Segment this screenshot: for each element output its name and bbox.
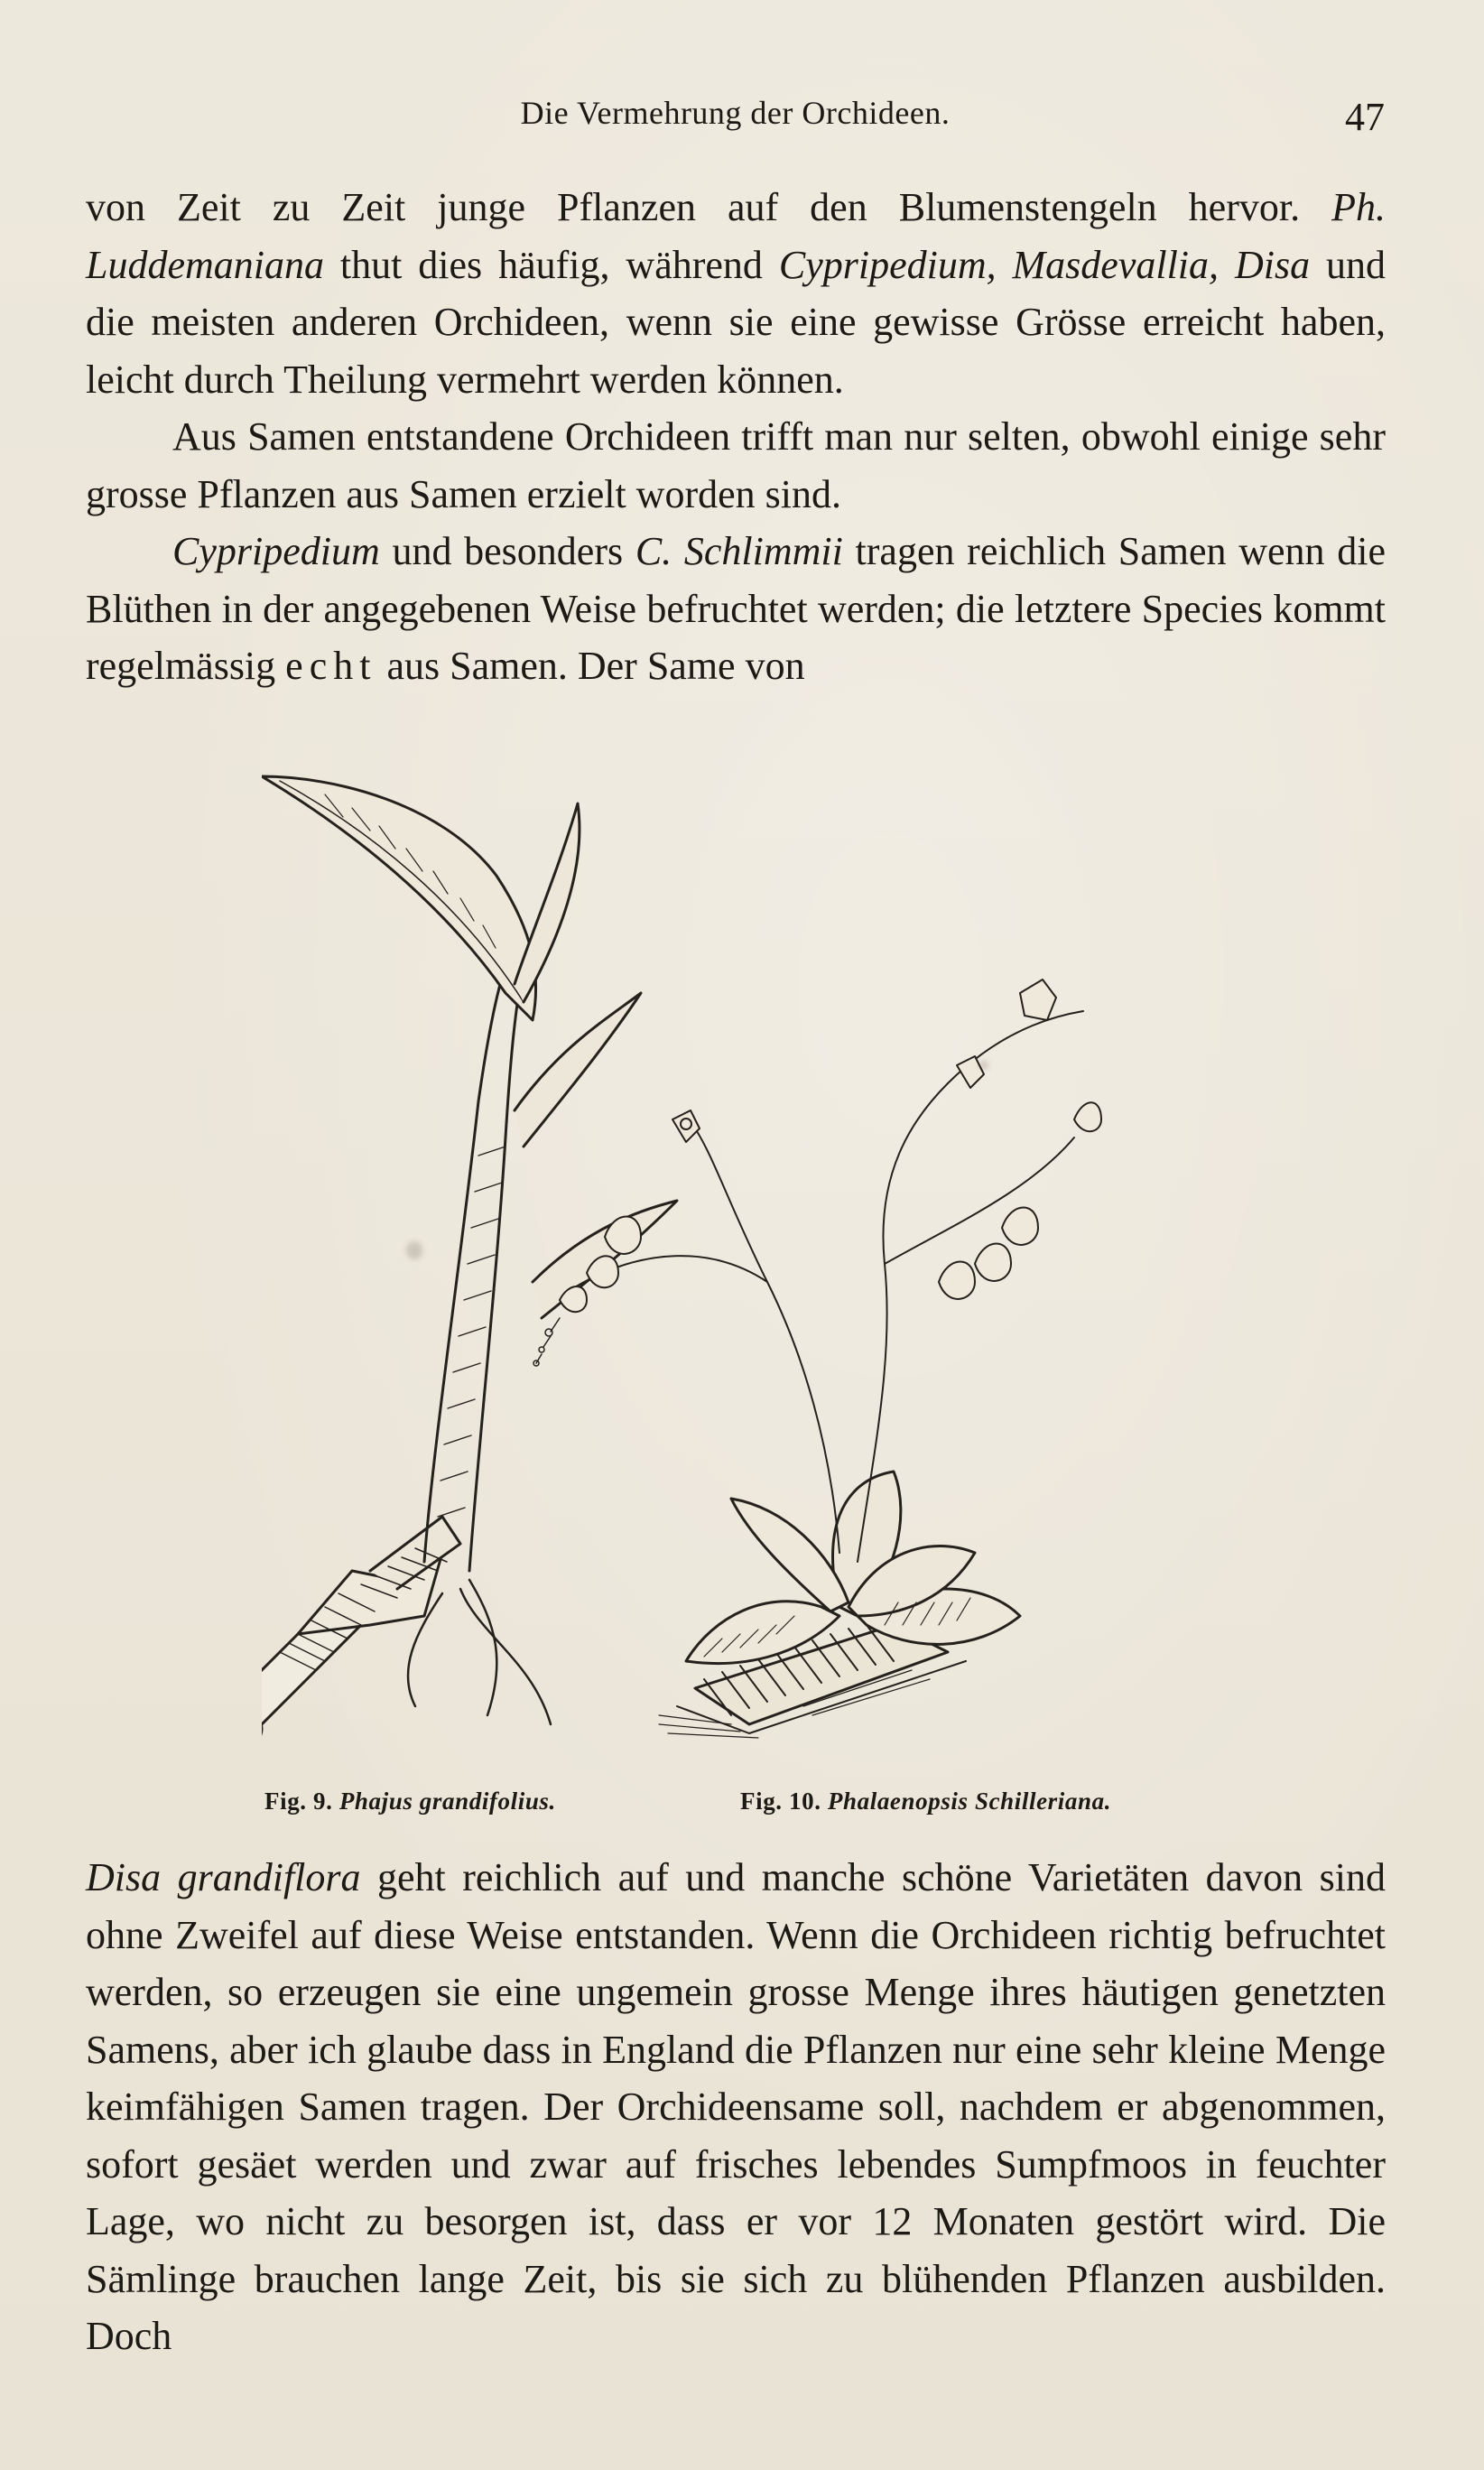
figure-number: Fig. 10.: [740, 1788, 821, 1815]
page-header: [86, 94, 1385, 148]
orchid-engraving: [262, 722, 1237, 1742]
text-run: aus Samen. Der Same von: [376, 644, 805, 688]
text-run: und die meisten anderen Orchideen, wenn sie eine gewisse Grösse erreicht haben, leicht durch Theilung vermehrt werden können.: [86, 242, 1387, 402]
figure-species: Phalaenopsis Schilleriana.: [827, 1788, 1112, 1815]
paragraph-2: [86, 408, 1386, 523]
text-run: geht reichlich auf und manche schöne Varietäten davon sind ohne Zweifel auf diese Weise entstanden. Wenn die Orchideen richtig befruchtet werden, so erzeugen sie eine ungemein grosse Menge ihres häutigen genetzten Samens, aber ich glaube dass in England die Pflanzen nur eine sehr kleine Menge keimfähigen Samen tragen. Der Orchideensame soll, nachdem er abgenommen, sofort gesäet werden und zwar auf frisches lebendes Sumpfmoos in feuchter Lage, wo nicht zu besorgen ist, dass er vor 12 Monaten gestört wird. Die Sämlinge brauchen lange Zeit, bis sie sich zu blühenden Pflanzen ausbilden. Doch: [86, 1855, 1386, 2358]
text-run: Aus Samen entstandene Orchideen trifft man nur selten, obwohl einige sehr grosse Pflanzen aus Samen erzielt worden sind.: [86, 414, 1386, 516]
figure-number: Fig. 9.: [264, 1788, 333, 1815]
figure-9-caption: [264, 1788, 556, 1815]
text-run: von Zeit zu Zeit junge Pflanzen auf den Blumenstengeln hervor.: [86, 185, 1332, 229]
page-number: 47: [1345, 95, 1385, 139]
genus-name: Cypripedium: [172, 529, 380, 573]
text-run: thut dies häufig, während: [324, 242, 779, 287]
bottom-text-block: [86, 1849, 1386, 2365]
text-run: und besonders: [379, 529, 635, 573]
text-run: tragen reichlich Samen wenn die Blüthen in der angegebenen Weise befruchtet werden; die letztere Species kommt regelmässig: [86, 529, 1386, 688]
species-name: Disa grandiflora: [86, 1855, 361, 1899]
paragraph-3: [86, 523, 1386, 695]
figure-10-caption: [740, 1788, 1111, 1815]
spaced-emphasis: echt: [285, 644, 377, 688]
top-text-block: [86, 179, 1386, 695]
running-title: Die Vermehrung der Orchideen.: [520, 95, 951, 131]
paper-stain: [406, 1241, 422, 1259]
phalaenopsis-illustration: [533, 980, 1101, 1738]
paragraph-1: [86, 179, 1386, 408]
figure-illustration: [262, 722, 1237, 1742]
genus-list: Cypripedium, Masdevallia, Disa: [778, 242, 1311, 287]
figure-species: Phajus grandifolius.: [339, 1788, 556, 1815]
species-name: Ph. Luddemaniana: [86, 185, 1386, 287]
paragraph-4: [86, 1849, 1386, 2365]
paper-stain: [979, 1061, 988, 1070]
species-name: C. Schlimmii: [635, 529, 843, 573]
